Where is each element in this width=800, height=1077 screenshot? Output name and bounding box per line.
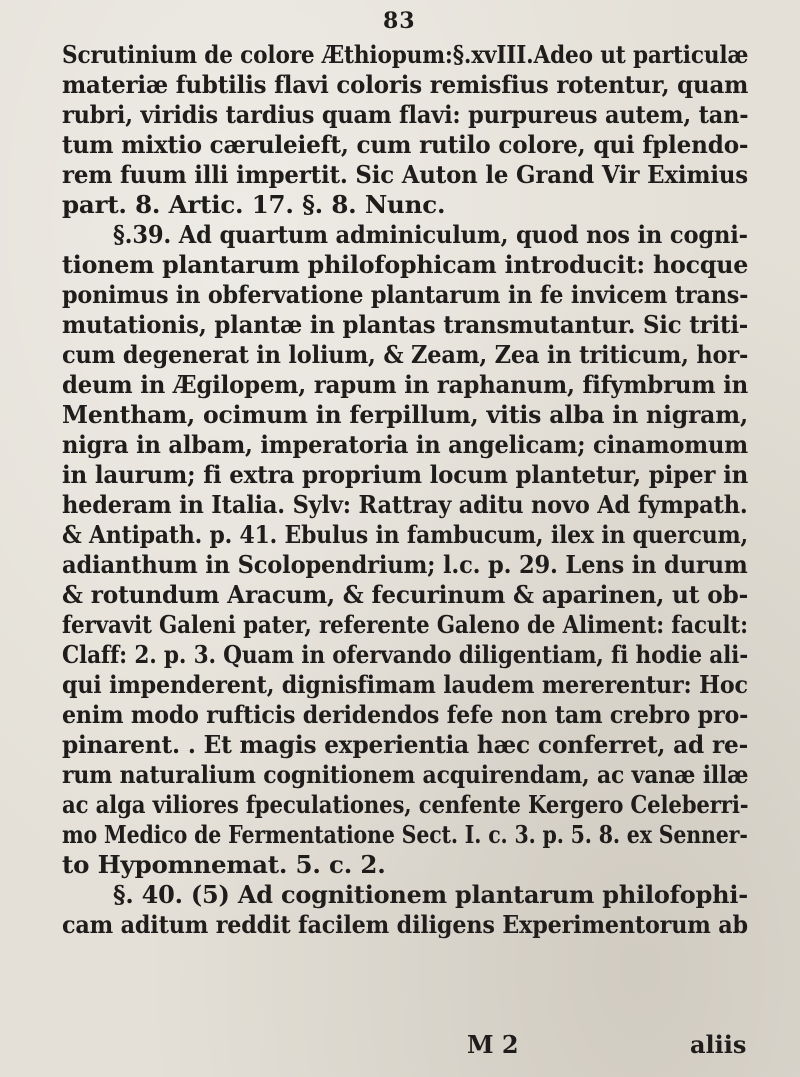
text-line: adianthum in Scolopendrium; l.c. p. 29. Lens in durum — [62, 550, 748, 579]
text-line: in laurum; fi extra proprium locum plantetur, piper in — [62, 460, 749, 489]
text-line: rem fuum illi impertit. Sic Auton le Grand Vir Eximius — [62, 160, 748, 189]
text-line: rubri, viridis tardius quam flavi: purpureus autem, tan- — [62, 100, 749, 129]
text-line: tum mixtio cæruleieft, cum rutilo colore, qui fplendo- — [62, 130, 749, 159]
text-line: cum degenerat in lolium, & Zeam, Zea in triticum, hor- — [62, 340, 749, 369]
text-line: Claff: 2. p. 3. Quam in ofervando diligentiam, fi hodie ali- — [62, 640, 748, 669]
text-line: Scrutinium de colore Æthiopum:§.xvIII.Adeo ut particulæ — [62, 40, 749, 69]
text-line: cam aditum reddit facilem diligens Experimentorum ab — [62, 910, 748, 939]
page-number: 83 — [383, 8, 416, 34]
text-line: ponimus in obfervatione plantarum in fe invicem trans- — [62, 280, 749, 309]
text-line: deum in Ægilopem, rapum in raphanum, fifymbrum in — [62, 370, 748, 399]
text-line: Mentham, ocimum in ferpillum, vitis alba in nigram, — [62, 400, 748, 429]
text-line: mo Medico de Fermentatione Sect. I. c. 3. p. 5. 8. ex Senner- — [62, 820, 748, 849]
text-line: nigra in albam, imperatoria in angelicam; cinamomum — [62, 430, 748, 459]
text-line: enim modo rufticis deridendos fefe non tam crebro pro- — [62, 700, 749, 729]
text-line: tionem plantarum philofophicam introducit: hocque — [62, 250, 749, 279]
text-line: to Hypomnemat. 5. c. 2. — [62, 850, 386, 879]
text-line: qui impenderent, dignisfimam laudem mererentur: Hoc — [62, 670, 748, 699]
text-line: & Antipath. p. 41. Ebulus in fambucum, ilex in quercum, — [62, 520, 748, 549]
catchword: aliis — [690, 1030, 747, 1059]
text-line: pinarent. . Et magis experientia hæc conferret, ad re- — [62, 730, 749, 759]
text-line: §. 40. (5) Ad cognitionem plantarum philofophi- — [113, 880, 749, 909]
text-line: materiæ fubtilis flavi coloris remisfius rotentur, quam — [62, 70, 749, 99]
text-line: mutationis, plantæ in plantas transmutantur. Sic triti- — [62, 310, 749, 339]
text-line: §.39. Ad quartum adminiculum, quod nos in cogni- — [113, 220, 748, 249]
signature-mark: M 2 — [467, 1030, 519, 1059]
text-line: & rotundum Aracum, & fecurinum & aparinen, ut ob- — [62, 580, 749, 609]
text-line: rum naturalium cognitionem acquirendam, ac vanæ illæ — [62, 760, 749, 789]
text-line: hederam in Italia. Sylv: Rattray aditu novo Ad fympath. — [62, 490, 748, 519]
text-line: fervavit Galeni pater, referente Galeno de Aliment: facult: — [62, 610, 748, 639]
text-line: ac alga viliores fpeculationes, cenfente Kergero Celeberri- — [62, 790, 749, 819]
text-line: part. 8. Artic. 17. §. 8. Nunc. — [62, 190, 446, 219]
